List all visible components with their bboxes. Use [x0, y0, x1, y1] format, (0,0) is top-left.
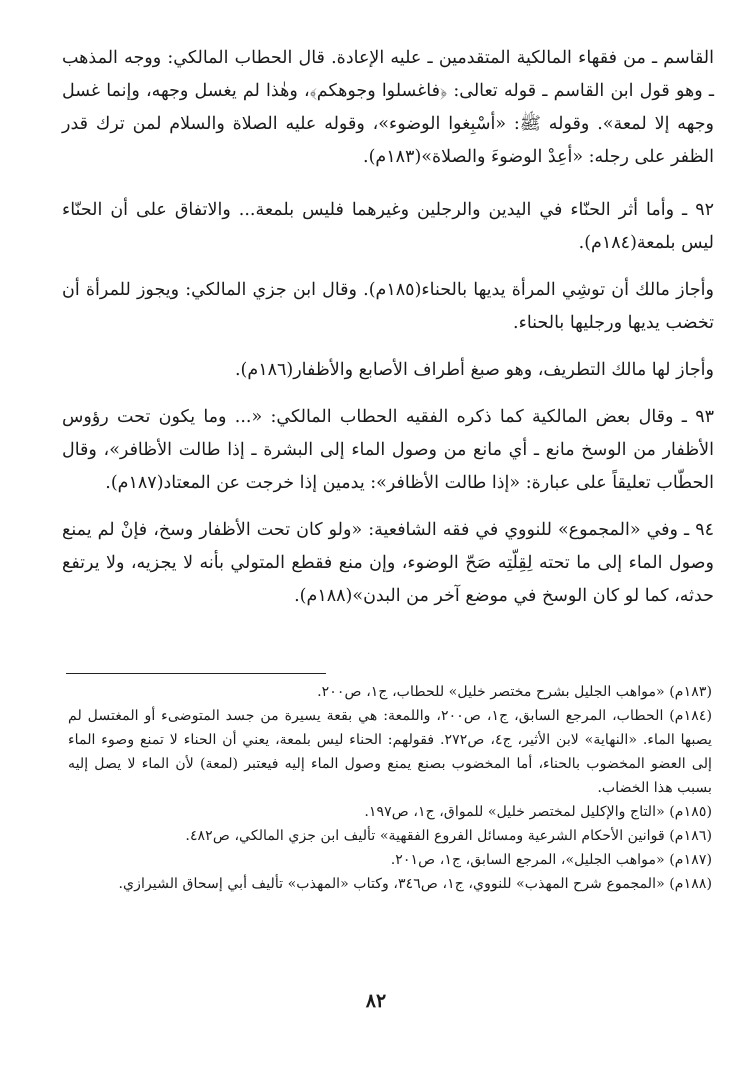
footnote-184: (١٨٤م) الحطاب، المرجع السابق، ج١، ص٢٠٠، واللمعة: هي بقعة يسيرة من جسد المتوضىء أو المغتسل لم يصبها الماء. «النهاية» لابن الأثير، ج٤، ص٢٧٢. فقولهم: الحناء ليس بلمعة، يعني أن الحناء لا تمنع وصوء الماء إلى العضو المخضوب بالحناء، أما المخضوب بصنع يمنع وصول الماء إليه فيعتبر (لمعة) لأن الماء لا يصل إليه بسبب هذا الخضاب. [68, 708, 712, 796]
footnote-187: (١٨٧م) «مواهب الجليل»، المرجع السابق، ج١، ص٢٠١. [390, 852, 712, 868]
footnote-183: (١٨٣م) «مواهب الجليل بشرح مختصر خليل» للحطاب، ج١، ص٢٠٠. [317, 684, 712, 700]
main-text [62, 42, 714, 627]
footnote-185: (١٨٥م) «التاج والإكليل لمختصر خليل» للمواق، ج١، ص١٩٧. [364, 804, 712, 820]
paragraph-1: القاسم ـ من فقهاء المالكية المتقدمين ـ عليه الإعادة. قال الحطاب المالكي: ووجه المذهب ـ وهو قول ابن القاسم ـ قوله تعالى: ﴿فاغسلوا وجوهكم﴾، وهٰذا لم يغسل وجهه، وإنما غسل وجهه إلا لمعة». وقوله ﷺ: «أسْبِغوا الوضوء»، وقوله عليه الصلاة والسلام لمن ترك قدر الظفر على رجله: «أعِدْ الوضوءَ والصلاة»(١٨٣م). [62, 48, 714, 167]
footnote-186: (١٨٦م) قوانين الأحكام الشرعية ومسائل الفروع الفقهية» تأليف ابن جزي المالكي، ص٤٨٢. [185, 828, 712, 844]
paragraph-93: ٩٣ ـ وقال بعض المالكية كما ذكره الفقيه الحطاب المالكي: «... وما يكون تحت رؤوس الأظفار من الوسخ مانع ـ أي مانع من وصول الماء إلى البشرة ـ إذا طالت الأظافر»، وقال الحطّاب تعليقاً على عبارة: «إذا طالت الأظافر»: يدمين إذا خرجت عن المعتاد(١٨٧م). [62, 407, 714, 493]
paragraph-92: ٩٢ ـ وأما أثر الحنّاء في اليدين والرجلين وغيرهما فليس بلمعة... والاتفاق على أن الحنّاء ليس بلمعة(١٨٤م). [62, 200, 714, 253]
paragraph-henna-permission: وأجاز مالك أن توشِي المرأة يديها بالحناء(١٨٥م). وقال ابن جزي المالكي: ويجوز للمرأة أن تخضب يديها ورجليها بالحناء. [62, 280, 714, 333]
page-number: ٨٢ [365, 990, 387, 1012]
paragraph-94: ٩٤ ـ وفي «المجموع» للنووي في فقه الشافعية: «ولو كان تحت الأظفار وسخ، فإنْ لم يمنع وصول الماء إلى ما تحته لِقِلّتِه صَحّ الوضوء، وإن منع فقطع المتولي بأنه لا يجزيه، ولا يرتفع حدثه، كما لو كان الوسخ في موضع آخر من البدن»(١٨٨م). [62, 520, 714, 606]
footnote-188: (١٨٨م) «المجموع شرح المهذب» للنووي، ج١، ص٣٤٦، وكتاب «المهذب» تأليف أبي إسحاق الشيرازي. [118, 876, 712, 892]
paragraph-tatrif: وأجاز لها مالك التطريف، وهو صبغ أطراف الأصابع والأظفار(١٨٦م). [234, 360, 714, 380]
footnote-separator [66, 673, 326, 674]
footnotes [68, 680, 712, 896]
